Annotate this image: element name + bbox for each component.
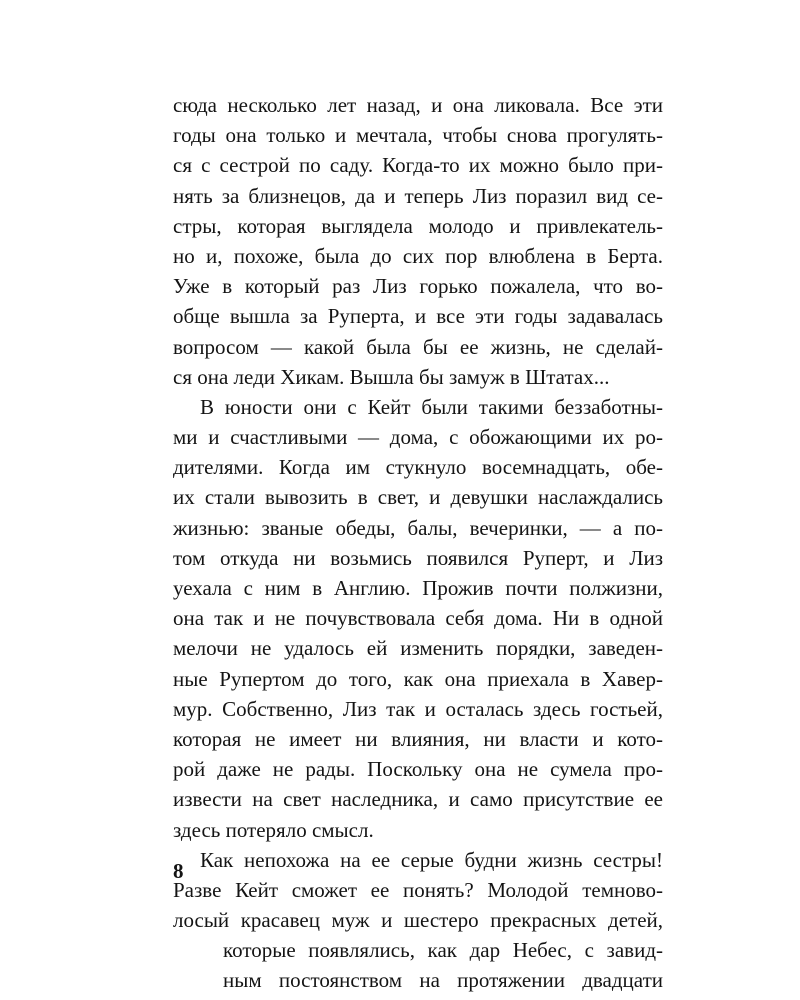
text-line: стры, которая выглядела молодо и привлекатель-: [173, 213, 663, 238]
paragraph-last-line: здесь потеряло смысл.: [173, 817, 374, 842]
text-line: их стали вывозить в свет, и девушки наслаждались: [173, 485, 663, 510]
text-line: нять за близнецов, да и теперь Лиз поразил вид се-: [173, 183, 663, 208]
text-line: ми и счастливыми — дома, с обожающими их ро-: [173, 425, 663, 450]
paragraph-first-line: Как непохожа на ее серые будни жизнь сестры!: [200, 847, 663, 872]
text-line: обще вышла за Руперта, и все эти годы задавалась: [173, 304, 663, 329]
page-number: 8: [173, 859, 184, 883]
text-line: которые появлялись, как дар Небес, с завид-: [223, 938, 663, 963]
paragraph-first-line: В юности они с Кейт были такими беззаботны-: [200, 394, 663, 419]
text-line: Разве Кейт сможет ее понять? Молодой темново-: [173, 877, 663, 902]
text-line: Уже в который раз Лиз горько пожалела, что во-: [173, 274, 663, 299]
text-line: уехала с ним в Англию. Прожив почти полжизни,: [173, 576, 663, 600]
text-line: она так и не почувствовала себя дома. Ни в одной: [173, 606, 663, 631]
body-text: [173, 90, 663, 996]
text-line: годы она только и мечтала, чтобы снова прогулять-: [173, 123, 663, 148]
text-line: вопросом — какой была бы ее жизнь, не сделай-: [173, 334, 663, 359]
text-line: ные Рупертом до того, как она приехала в Хавер-: [173, 666, 663, 691]
text-line: но и, похоже, была до сих пор влюблена в Берта.: [173, 243, 663, 268]
text-line: том откуда ни возьмись появился Руперт, и Лиз: [173, 545, 663, 570]
text-line: жизнью: званые обеды, балы, вечеринки, — а по-: [173, 515, 663, 540]
text-line: которая не имеет ни влияния, ни власти и кото-: [173, 726, 663, 751]
text-line: сюда несколько лет назад, и она ликовала. Все эти: [173, 93, 663, 117]
text-line: дителями. Когда им стукнуло восемнадцать, обе-: [173, 455, 663, 480]
text-line: лосый красавец муж и шестеро прекрасных детей,: [173, 908, 663, 933]
text-line: мелочи не удалось ей изменить порядки, заведен-: [173, 636, 663, 661]
text-line: мур. Собственно, Лиз так и осталась здесь гостьей,: [173, 696, 663, 721]
paragraph-last-line: ся она леди Хикам. Вышла бы замуж в Штатах...: [173, 364, 610, 389]
text-line: рой даже не рады. Поскольку она не сумела про-: [173, 757, 663, 782]
text-line: ным постоянством на протяжении двадцати: [223, 968, 663, 993]
text-line: извести на свет наследника, и само присутствие ее: [173, 787, 663, 812]
text-line: ся с сестрой по саду. Когда-то их можно было при-: [173, 153, 663, 178]
